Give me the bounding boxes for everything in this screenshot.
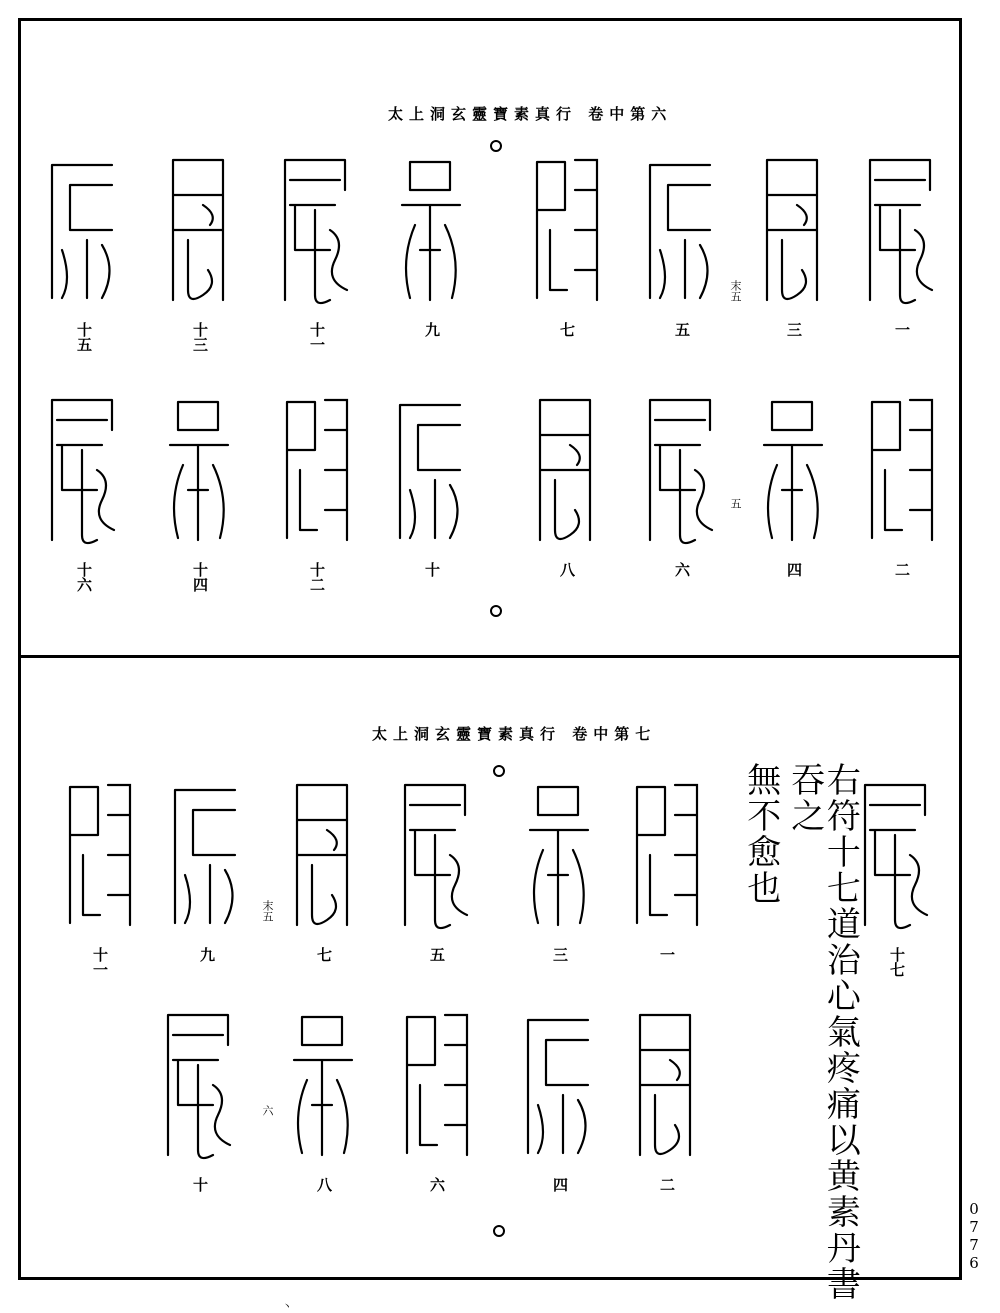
upper-talisman-glyph: [275, 150, 355, 310]
lower-talisman-glyph: [158, 1005, 238, 1165]
lower-bottom-circle: [493, 1225, 505, 1237]
upper-talisman-number: 九: [423, 322, 441, 337]
upper-talisman-number: 一: [893, 322, 911, 337]
upper-talisman-glyph: [640, 390, 720, 550]
lower-header: 太上洞玄靈寶素真行 卷中第七: [372, 725, 657, 743]
lower-talisman-number: 八: [315, 1177, 333, 1192]
upper-talisman-number: 十三: [191, 322, 209, 352]
lower-talisman-glyph: [58, 775, 138, 935]
page-number: 0776: [965, 1200, 983, 1272]
upper-talisman-glyph: [640, 150, 720, 310]
upper-note-wu: 五: [729, 498, 742, 509]
upper-talisman-glyph: [158, 390, 238, 550]
colophon-line-2: 無不愈也: [740, 762, 781, 906]
lower-talisman-number: 五: [428, 947, 446, 962]
lower-note-mo-wu: 末五: [261, 900, 274, 922]
lower-top-circle: [493, 765, 505, 777]
lower-talisman-number: 九: [198, 947, 216, 962]
lower-talisman-glyph: [518, 775, 598, 935]
lower-talisman-number: 七: [315, 947, 333, 962]
lower-talisman-glyph: [282, 775, 362, 935]
lower-talisman-number: 四: [551, 1177, 569, 1192]
lower-talisman-glyph: [855, 775, 935, 935]
upper-talisman-number: 八: [558, 562, 576, 577]
upper-bottom-circle: [490, 605, 502, 617]
upper-talisman-glyph: [860, 150, 940, 310]
lower-talisman-glyph: [625, 775, 705, 935]
lower-talisman-number: 十: [191, 1177, 209, 1192]
upper-talisman-glyph: [42, 390, 122, 550]
upper-talisman-number: 四: [785, 562, 803, 577]
lower-talisman-number: 六: [428, 1177, 446, 1192]
upper-talisman-number: 十一: [308, 322, 326, 352]
upper-talisman-glyph: [275, 390, 355, 550]
upper-talisman-glyph: [390, 150, 470, 310]
upper-talisman-glyph: [390, 390, 470, 550]
lower-talisman-glyph: [282, 1005, 362, 1165]
lower-talisman-number: 三: [551, 947, 569, 962]
upper-talisman-glyph: [158, 150, 238, 310]
panel-divider: [18, 655, 962, 658]
lower-talisman-number: 一: [658, 947, 676, 962]
lower-talisman-number: 十七: [888, 947, 906, 977]
upper-note-mo-wu: 末五: [729, 280, 742, 302]
upper-talisman-glyph: [525, 150, 605, 310]
bottom-mark: 丶: [282, 1302, 292, 1313]
upper-talisman-number: 七: [558, 322, 576, 337]
lower-talisman-glyph: [625, 1005, 705, 1165]
upper-talisman-number: 六: [673, 562, 691, 577]
lower-talisman-glyph: [518, 1005, 598, 1165]
upper-talisman-number: 五: [673, 322, 691, 337]
upper-talisman-glyph: [860, 390, 940, 550]
upper-talisman-glyph: [525, 390, 605, 550]
upper-talisman-number: 三: [785, 322, 803, 337]
upper-top-circle: [490, 140, 502, 152]
upper-talisman-number: 十: [423, 562, 441, 577]
upper-talisman-number: 十四: [191, 562, 209, 592]
upper-talisman-number: 十六: [75, 562, 93, 592]
upper-talisman-number: 二: [893, 562, 911, 577]
upper-talisman-glyph: [42, 150, 122, 310]
lower-talisman-glyph: [395, 775, 475, 935]
lower-talisman-glyph: [395, 1005, 475, 1165]
upper-talisman-glyph: [752, 150, 832, 310]
lower-talisman-number: 十一: [91, 947, 109, 977]
lower-talisman-glyph: [165, 775, 245, 935]
lower-note-liu: 六: [261, 1105, 274, 1116]
upper-talisman-glyph: [752, 390, 832, 550]
upper-talisman-number: 十二: [308, 562, 326, 592]
colophon-line-1: 右符十七道治心氣疼痛以黄素丹書吞之: [784, 762, 861, 1302]
lower-talisman-number: 二: [658, 1177, 676, 1192]
upper-header: 太上洞玄靈寶素真行 卷中第六: [388, 105, 673, 123]
upper-talisman-number: 十五: [75, 322, 93, 352]
